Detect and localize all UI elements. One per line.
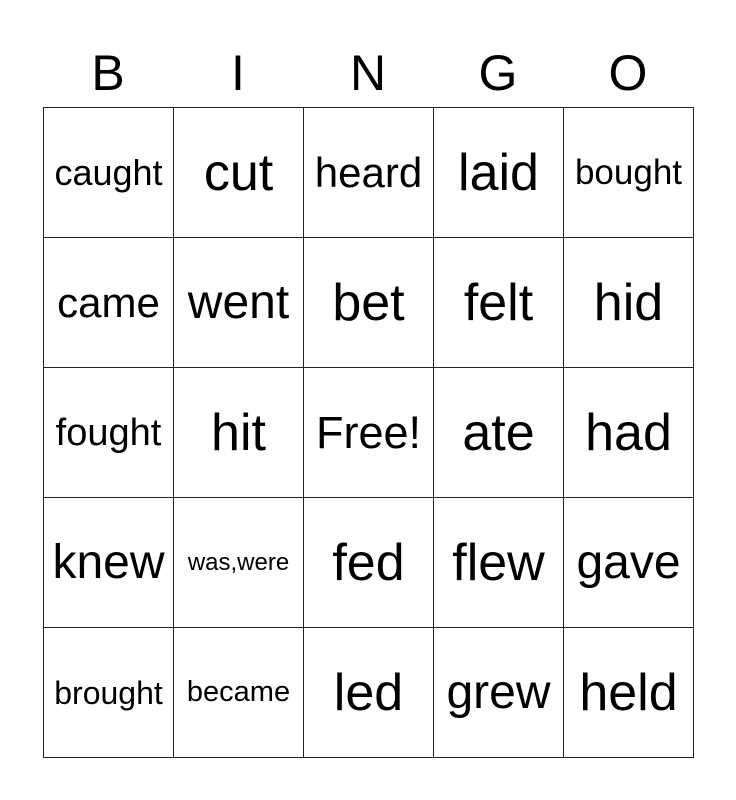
bingo-cell[interactable]: caught xyxy=(44,108,174,238)
bingo-cell[interactable]: gave xyxy=(564,498,694,628)
bingo-cell[interactable]: bought xyxy=(564,108,694,238)
bingo-cell[interactable]: bet xyxy=(304,238,434,368)
header-letter-n: N xyxy=(349,45,387,101)
header-letter-o: O xyxy=(608,45,648,101)
bingo-cell[interactable]: hid xyxy=(564,238,694,368)
header-letter-b: B xyxy=(91,45,125,101)
bingo-cell[interactable]: flew xyxy=(434,498,564,628)
bingo-cell[interactable]: ate xyxy=(434,368,564,498)
bingo-cell[interactable]: felt xyxy=(434,238,564,368)
bingo-cell[interactable]: became xyxy=(174,628,304,758)
bingo-header xyxy=(43,38,693,108)
bingo-cell[interactable]: fed xyxy=(304,498,434,628)
bingo-cell[interactable]: came xyxy=(44,238,174,368)
bingo-cell[interactable]: knew xyxy=(44,498,174,628)
bingo-board xyxy=(43,107,694,758)
bingo-cell[interactable]: brought xyxy=(44,628,174,758)
bingo-cell[interactable]: fought xyxy=(44,368,174,498)
bingo-cell[interactable]: led xyxy=(304,628,434,758)
bingo-cell[interactable]: held xyxy=(564,628,694,758)
header-letter-i: I xyxy=(231,45,245,101)
bingo-cell[interactable]: laid xyxy=(434,108,564,238)
bingo-cell[interactable]: had xyxy=(564,368,694,498)
bingo-cell[interactable]: went xyxy=(174,238,304,368)
bingo-cell[interactable]: was,were xyxy=(174,498,304,628)
bingo-cell[interactable]: hit xyxy=(174,368,304,498)
header-letter-g: G xyxy=(478,45,518,101)
free-space-cell[interactable]: Free! xyxy=(304,368,434,498)
bingo-cell[interactable]: heard xyxy=(304,108,434,238)
bingo-cell[interactable]: cut xyxy=(174,108,304,238)
bingo-cell[interactable]: grew xyxy=(434,628,564,758)
